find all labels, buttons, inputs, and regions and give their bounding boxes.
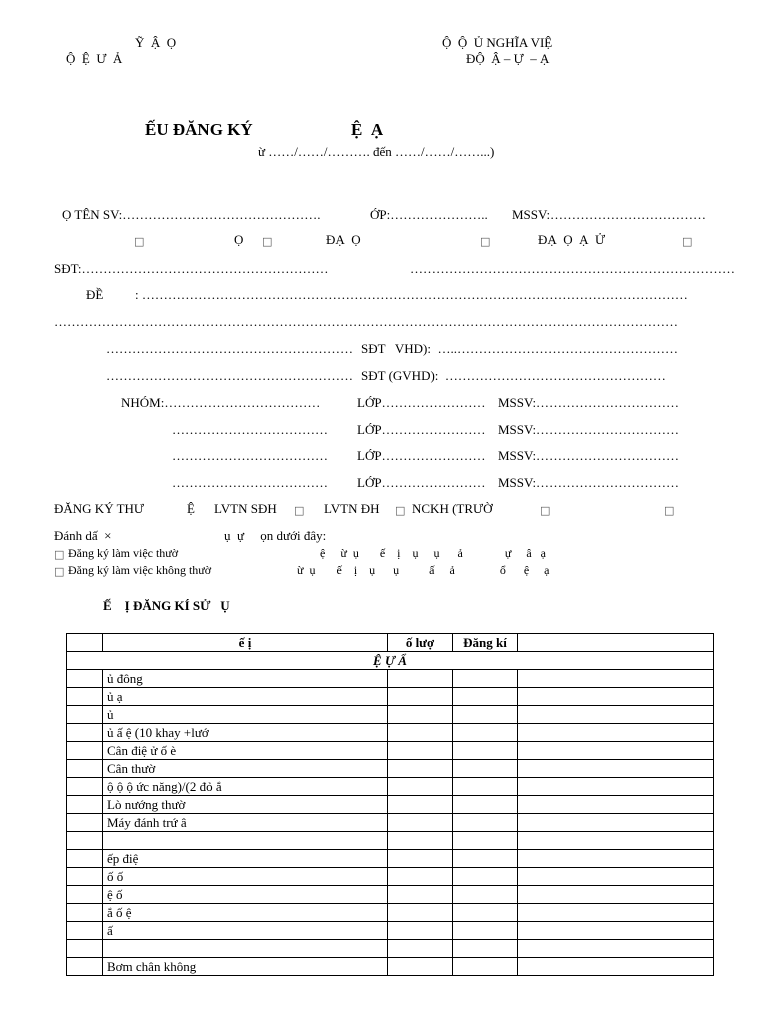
equipment-name-cell: ộ ộ ộ ức năng)/(2 đỏ ắ <box>103 778 388 796</box>
quantity-cell[interactable] <box>388 832 453 850</box>
quantity-cell[interactable] <box>388 958 453 976</box>
table-row <box>67 832 714 850</box>
row-index-cell <box>67 886 103 904</box>
level-checkbox-4[interactable]: □ <box>682 235 693 248</box>
register-lvtn-dh: LVTN ĐH <box>324 501 380 516</box>
table-row <box>67 886 714 904</box>
group-member-3-class[interactable]: LỚP…………………… <box>357 448 486 463</box>
register-other-checkbox[interactable]: □ <box>664 504 675 517</box>
register-cell[interactable] <box>453 760 518 778</box>
note-cell[interactable] <box>518 796 714 814</box>
equipment-name-cell: ố ố <box>103 868 388 886</box>
quantity-cell[interactable] <box>388 904 453 922</box>
row-index-cell <box>67 904 103 922</box>
register-cell[interactable] <box>453 904 518 922</box>
register-type-label: ĐĂNG KÝ THƯ <box>54 501 145 516</box>
quantity-cell[interactable] <box>388 742 453 760</box>
note-cell[interactable] <box>518 832 714 850</box>
register-nckh-checkbox[interactable]: □ <box>540 504 551 517</box>
quantity-cell[interactable] <box>388 886 453 904</box>
equipment-name-cell: Cân điệ ử ố è <box>103 742 388 760</box>
note-cell[interactable] <box>518 724 714 742</box>
group-member-3-name[interactable]: ……………………………… <box>172 448 328 463</box>
quantity-cell[interactable] <box>388 670 453 688</box>
option-regular-checkbox[interactable]: □ <box>54 548 65 561</box>
quantity-cell[interactable] <box>388 688 453 706</box>
equipment-name-cell: ủ ạ <box>103 688 388 706</box>
level-checkbox-3[interactable]: □ <box>480 235 491 248</box>
note-cell[interactable] <box>518 940 714 958</box>
note-cell[interactable] <box>518 886 714 904</box>
supervisor-2-name[interactable]: ………………………………………………… <box>106 368 353 383</box>
note-cell[interactable] <box>518 742 714 760</box>
register-cell[interactable] <box>453 724 518 742</box>
table-row <box>67 814 714 832</box>
section-title: Ệ Ự Ẩ <box>67 652 714 670</box>
register-cell[interactable] <box>453 868 518 886</box>
col-header-equipment: ế ị <box>103 634 388 652</box>
register-cell[interactable] <box>453 742 518 760</box>
quantity-cell[interactable] <box>388 868 453 886</box>
quantity-cell[interactable] <box>388 814 453 832</box>
table-row <box>67 958 714 976</box>
quantity-cell[interactable] <box>388 778 453 796</box>
table-row <box>67 760 714 778</box>
register-cell[interactable] <box>453 796 518 814</box>
group-member-1-class[interactable]: LỚP…………………… <box>357 395 486 410</box>
section-row <box>67 652 714 670</box>
mssv-field[interactable]: MSSV:……………………………… <box>512 207 707 222</box>
note-cell[interactable] <box>518 778 714 796</box>
note-cell[interactable] <box>518 688 714 706</box>
register-cell[interactable] <box>453 832 518 850</box>
row-index-cell <box>67 724 103 742</box>
table-row <box>67 778 714 796</box>
register-cell[interactable] <box>453 922 518 940</box>
register-cell[interactable] <box>453 778 518 796</box>
supervisor-1-phone[interactable]: SĐT VHD): …..…………………………………………… <box>361 341 678 356</box>
register-lvtn-sdh: LVTN SĐH <box>214 501 277 516</box>
equipment-name-cell: Cân thườ <box>103 760 388 778</box>
col-header-note <box>518 634 714 652</box>
register-nckh: NCKH (TRƯỜ <box>412 501 493 516</box>
equipment-name-cell: ắ ố ệ <box>103 904 388 922</box>
level-option-2: ĐẠ Ọ <box>326 232 361 247</box>
row-index-cell <box>67 706 103 724</box>
row-index-cell <box>67 814 103 832</box>
group-member-1-mssv[interactable]: MSSV:…………………………… <box>498 395 680 410</box>
row-index-cell <box>67 832 103 850</box>
note-cell[interactable] <box>518 958 714 976</box>
level-option-1: Ọ <box>234 232 244 247</box>
note-cell[interactable] <box>518 922 714 940</box>
table-row <box>67 670 714 688</box>
register-cell[interactable] <box>453 850 518 868</box>
quantity-cell[interactable] <box>388 706 453 724</box>
table-row <box>67 850 714 868</box>
date-range: ừ ……/……/………. đến ……/……/……...) <box>258 144 495 159</box>
mark-instruction-a: Đánh dấ × <box>54 528 112 543</box>
col-header-register: Đăng kí <box>453 634 518 652</box>
form-title-part1: ẾU ĐĂNG KÝ <box>145 120 253 139</box>
table-row <box>67 796 714 814</box>
supervisor-2-phone[interactable]: SĐT (GVHD): …………………………………………… <box>361 368 666 383</box>
table-row <box>67 922 714 940</box>
class-field[interactable]: ỚP:………………….. <box>370 207 488 222</box>
row-index-cell <box>67 688 103 706</box>
note-cell[interactable] <box>518 670 714 688</box>
group-member-4-mssv[interactable]: MSSV:…………………………… <box>498 475 680 490</box>
quantity-cell[interactable] <box>388 724 453 742</box>
row-index-cell <box>67 940 103 958</box>
form-title-part2: Ệ Ạ <box>351 120 384 139</box>
equipment-name-cell: Lò nướng thườ <box>103 796 388 814</box>
level-option-3: ĐẠ Ọ Ạ Ử <box>538 232 606 247</box>
note-cell[interactable] <box>518 706 714 724</box>
row-index-cell <box>67 742 103 760</box>
register-cell[interactable] <box>453 706 518 724</box>
equipment-section-title: Ế Ị ĐĂNG KÍ SỬ Ụ <box>103 598 230 613</box>
col-header-quantity: ố lượ <box>388 634 453 652</box>
row-index-cell <box>67 958 103 976</box>
register-cell[interactable] <box>453 958 518 976</box>
note-cell[interactable] <box>518 760 714 778</box>
equipment-table <box>66 633 714 976</box>
register-cell[interactable] <box>453 670 518 688</box>
level-checkbox-1[interactable]: □ <box>134 235 145 248</box>
table-row <box>67 706 714 724</box>
row-index-cell <box>67 778 103 796</box>
option-irregular-note: ừ ụ ế ị ụ ụ ấ ả ổ ệ ạ <box>297 563 550 577</box>
group-member-2-mssv[interactable]: MSSV:…………………………… <box>498 422 680 437</box>
group-member-4-class[interactable]: LỚP…………………… <box>357 475 486 490</box>
register-type-label-2: Ệ <box>187 501 195 516</box>
quantity-cell[interactable] <box>388 850 453 868</box>
table-row <box>67 940 714 958</box>
republic-line2: ĐỘ Ậ – Ự – Ạ <box>466 51 550 66</box>
option-irregular-checkbox[interactable]: □ <box>54 565 65 578</box>
note-cell[interactable] <box>518 850 714 868</box>
ministry-name-line1: Ỹ Ậ Ọ <box>135 35 177 50</box>
row-index-cell <box>67 922 103 940</box>
equipment-name-cell <box>103 940 388 958</box>
register-cell[interactable] <box>453 688 518 706</box>
col-header-index <box>67 634 103 652</box>
register-cell[interactable] <box>453 940 518 958</box>
register-lvtn-sdh-checkbox[interactable]: □ <box>294 504 305 517</box>
level-checkbox-2[interactable]: □ <box>262 235 273 248</box>
row-index-cell <box>67 796 103 814</box>
equipment-name-cell: Bơm chân không <box>103 958 388 976</box>
group-member-3-mssv[interactable]: MSSV:…………………………… <box>498 448 680 463</box>
note-cell[interactable] <box>518 904 714 922</box>
quantity-cell[interactable] <box>388 796 453 814</box>
register-cell[interactable] <box>453 814 518 832</box>
group-member-1-name[interactable]: NHÓM:……………………………… <box>121 395 321 410</box>
row-index-cell <box>67 760 103 778</box>
group-member-4-name[interactable]: ……………………………… <box>172 475 328 490</box>
table-row <box>67 724 714 742</box>
topic-label: ĐỀ <box>86 287 104 302</box>
equipment-name-cell: ủ đông <box>103 670 388 688</box>
equipment-name-cell: ếp điệ <box>103 850 388 868</box>
topic-field-line2[interactable]: ……………………………………………………………………………………………………………………………… <box>54 314 678 329</box>
republic-line1: Ộ Ộ Ủ NGHĨA VIỆ <box>442 35 553 50</box>
quantity-cell[interactable] <box>388 760 453 778</box>
student-name-field[interactable]: Ọ TÊN SV:………………………………………. <box>62 207 321 222</box>
row-index-cell <box>67 670 103 688</box>
equipment-name-cell: ủ ấ ệ (10 khay +lướ <box>103 724 388 742</box>
phone-extra-field[interactable]: ………………………………………………………………… <box>410 261 735 276</box>
equipment-name-cell: ủ <box>103 706 388 724</box>
equipment-name-cell: ấ <box>103 922 388 940</box>
equipment-name-cell: ệ ố <box>103 886 388 904</box>
option-regular-note: ệ ừ ụ ế ị ụ ụ ả ự â ạ <box>320 546 546 560</box>
note-cell[interactable] <box>518 814 714 832</box>
row-index-cell <box>67 850 103 868</box>
group-member-2-class[interactable]: LỚP…………………… <box>357 422 486 437</box>
equipment-name-cell: Máy đánh trứ â <box>103 814 388 832</box>
topic-field[interactable]: : ……………………………………………………………………………………………………………… <box>135 287 688 302</box>
quantity-cell[interactable] <box>388 940 453 958</box>
table-row <box>67 904 714 922</box>
row-index-cell <box>67 868 103 886</box>
supervisor-1-name[interactable]: ………………………………………………… <box>106 341 353 356</box>
group-member-2-name[interactable]: ……………………………… <box>172 422 328 437</box>
note-cell[interactable] <box>518 868 714 886</box>
option-regular-label: Đăng ký làm việc thườ <box>68 546 179 560</box>
quantity-cell[interactable] <box>388 922 453 940</box>
equipment-name-cell <box>103 832 388 850</box>
table-row <box>67 742 714 760</box>
phone-field[interactable]: SĐT:………………………………………………… <box>54 261 329 276</box>
ministry-name-line2: Ộ Ệ Ư Ả <box>66 51 123 66</box>
register-lvtn-dh-checkbox[interactable]: □ <box>395 504 406 517</box>
register-cell[interactable] <box>453 886 518 904</box>
table-row <box>67 688 714 706</box>
table-header-row <box>67 634 714 652</box>
mark-instruction-b: ụ ự ọn dưới đây: <box>224 528 327 543</box>
option-irregular-label: Đăng ký làm việc không thườ <box>68 563 212 577</box>
table-row <box>67 868 714 886</box>
